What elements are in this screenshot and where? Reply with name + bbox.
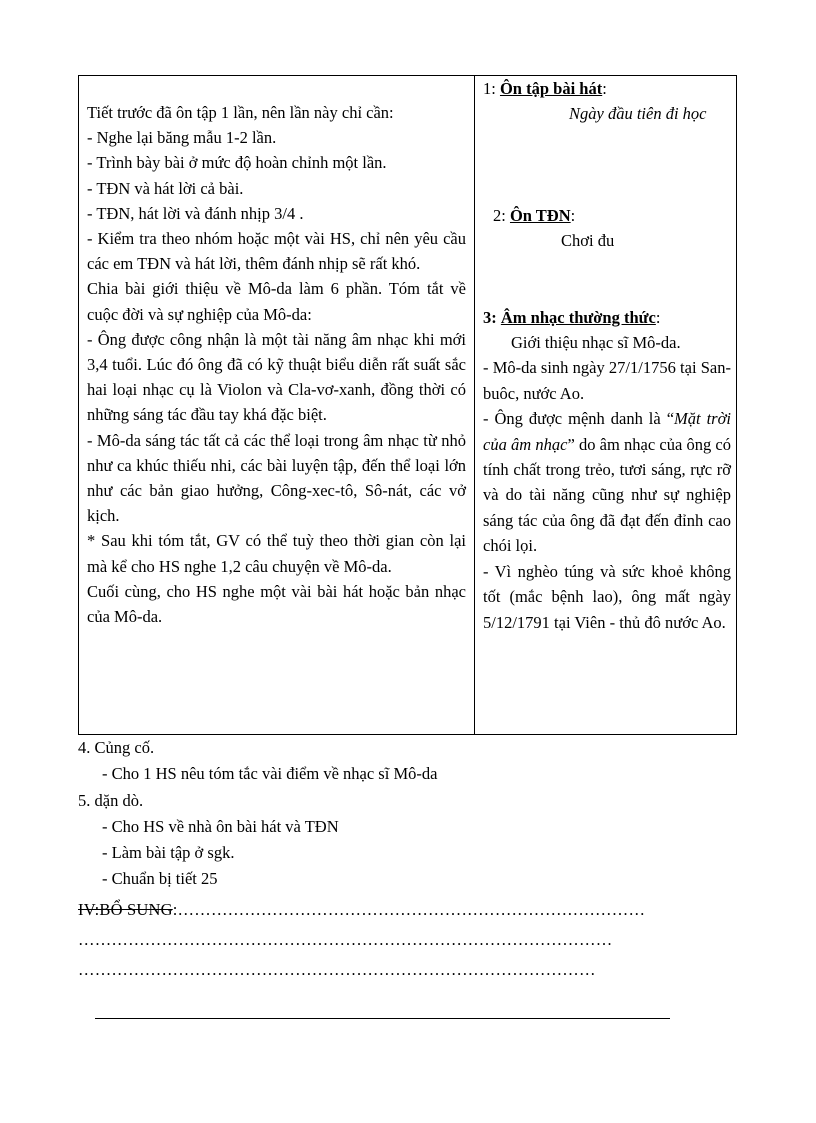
song-title: Ngày đầu tiên đi học	[569, 104, 707, 124]
bo-sung-dots: …………………………………………………………………………	[177, 900, 646, 919]
left-paragraph: - Kiểm tra theo nhóm hoặc một vài HS, chỉ nên yêu cầu các em TĐN và hát lời, thêm đánh nhịp sẽ rất khó.	[87, 229, 466, 274]
dan-do-heading: 5. dặn dò.	[78, 790, 144, 810]
section-3-heading: 3: Âm nhạc thường thức:	[483, 307, 661, 327]
left-paragraph: Cuối cùng, cho HS nghe một vài bài hát hoặc bản nhạc của Mô-da.	[87, 581, 466, 627]
dan-do-item: - Cho HS về nhà ôn bài hát và TĐN	[102, 816, 339, 836]
lesson-closing	[78, 735, 738, 893]
reading-exercise-title: Chơi đu	[561, 231, 615, 251]
section-1-number: 1	[483, 79, 492, 98]
left-paragraph: - Nghe lại băng mẫu 1-2 lần.	[87, 128, 277, 148]
mozart-death: - Vì nghèo túng và sức khoẻ không tốt (mắc bệnh lao), ông mất ngày 5/12/1791 tại Viên - thủ đô nước Ao.	[483, 561, 731, 632]
lesson-table	[78, 75, 737, 735]
left-paragraph: Chia bài giới thiệu về Mô-da làm 6 phần. Tóm tắt về cuộc đời và sự nghiệp của Mô-da:	[87, 279, 466, 324]
section-2-title: Ôn TĐN	[509, 205, 571, 225]
section-1-heading: 1: Ôn tập bài hát:	[483, 79, 607, 98]
left-paragraph: - TĐN, hát lời và đánh nhịp 3/4 .	[87, 203, 304, 223]
column-divider	[474, 76, 475, 734]
dan-do-item: - Chuẩn bị tiết 25	[102, 869, 218, 889]
mozart-title-paragraph	[483, 406, 731, 558]
section-1-title: Ôn tập bài hát	[499, 79, 603, 98]
item2-prefix: - Ông được mệnh danh là “	[483, 409, 675, 429]
bo-sung-line-1: IV:BỔ SUNG:…………………………………………………………………………	[78, 900, 646, 919]
left-paragraph: Tiết trước đã ôn tập 1 lần, nên lần này chỉ cần:	[87, 103, 394, 122]
cung-co-heading: 4. Củng cố.	[78, 738, 155, 757]
section-3-intro: Giới thiệu nhạc sĩ Mô-da.	[511, 333, 681, 353]
bo-sung-label: IV:BỔ SUNG	[78, 900, 173, 919]
mozart-birth: - Mô-da sinh ngày 27/1/1756 tại San-buôc, nước Ao.	[483, 358, 731, 403]
footer-rule	[95, 1018, 670, 1019]
cung-co-item: - Cho 1 HS nêu tóm tắc vài điểm về nhạc sĩ Mô-da	[102, 764, 438, 784]
bo-sung-line-2: ……………………………………………………………………………………	[78, 930, 613, 949]
left-paragraph: - TĐN và hát lời cả bài.	[87, 178, 244, 198]
item2-italic: Mặt trời của âm nhạc	[483, 409, 731, 454]
left-paragraph: * Sau khi tóm tắt, GV có thể tuỳ theo thời gian còn lại mà kể cho HS nghe 1,2 câu chuyện về Mô-da.	[87, 531, 466, 576]
left-paragraph: - Ông được công nhận là một tài năng âm nhạc khi mới 3,4 tuổi. Lúc đó ông đã có kỹ thuật biểu diễn rất suất sắc hai loại nhạc cụ là Violon và Cla-vơ-xanh, đồng thời có những sáng tác đầu tay khá đặc biệt.	[87, 329, 466, 425]
dan-do-item: - Làm bài tập ở sgk.	[102, 843, 235, 863]
section-3-title: Âm nhạc thường thức	[500, 307, 656, 327]
teacher-activities-column	[87, 100, 466, 629]
left-paragraph: - Trình bày bài ở mức độ hoàn chỉnh một lần.	[87, 153, 387, 173]
section-2-number: 2	[493, 205, 502, 225]
item2-suffix: ” do âm nhạc của ông có tính chất trong trẻo, tươi sáng, rực rỡ và do tài năng cũng như sự nghiệp sáng tác của ông đã đạt đến đỉnh cao chói lọi.	[483, 434, 731, 556]
bo-sung-line-3: …………………………………………………………………………………	[78, 960, 596, 979]
section-3-number: 3	[483, 307, 492, 327]
section-2-heading: 2: Ôn TĐN:	[493, 205, 576, 225]
left-paragraph: - Mô-da sáng tác tất cả các thể loại trong âm nhạc từ nhỏ như ca khúc thiếu nhi, các bài luyện tập, đến thể loại lớn như các bản giao hưởng, Công-xec-tô, Sô-nát, các vở kịch.	[87, 430, 466, 526]
content-column	[483, 76, 731, 635]
